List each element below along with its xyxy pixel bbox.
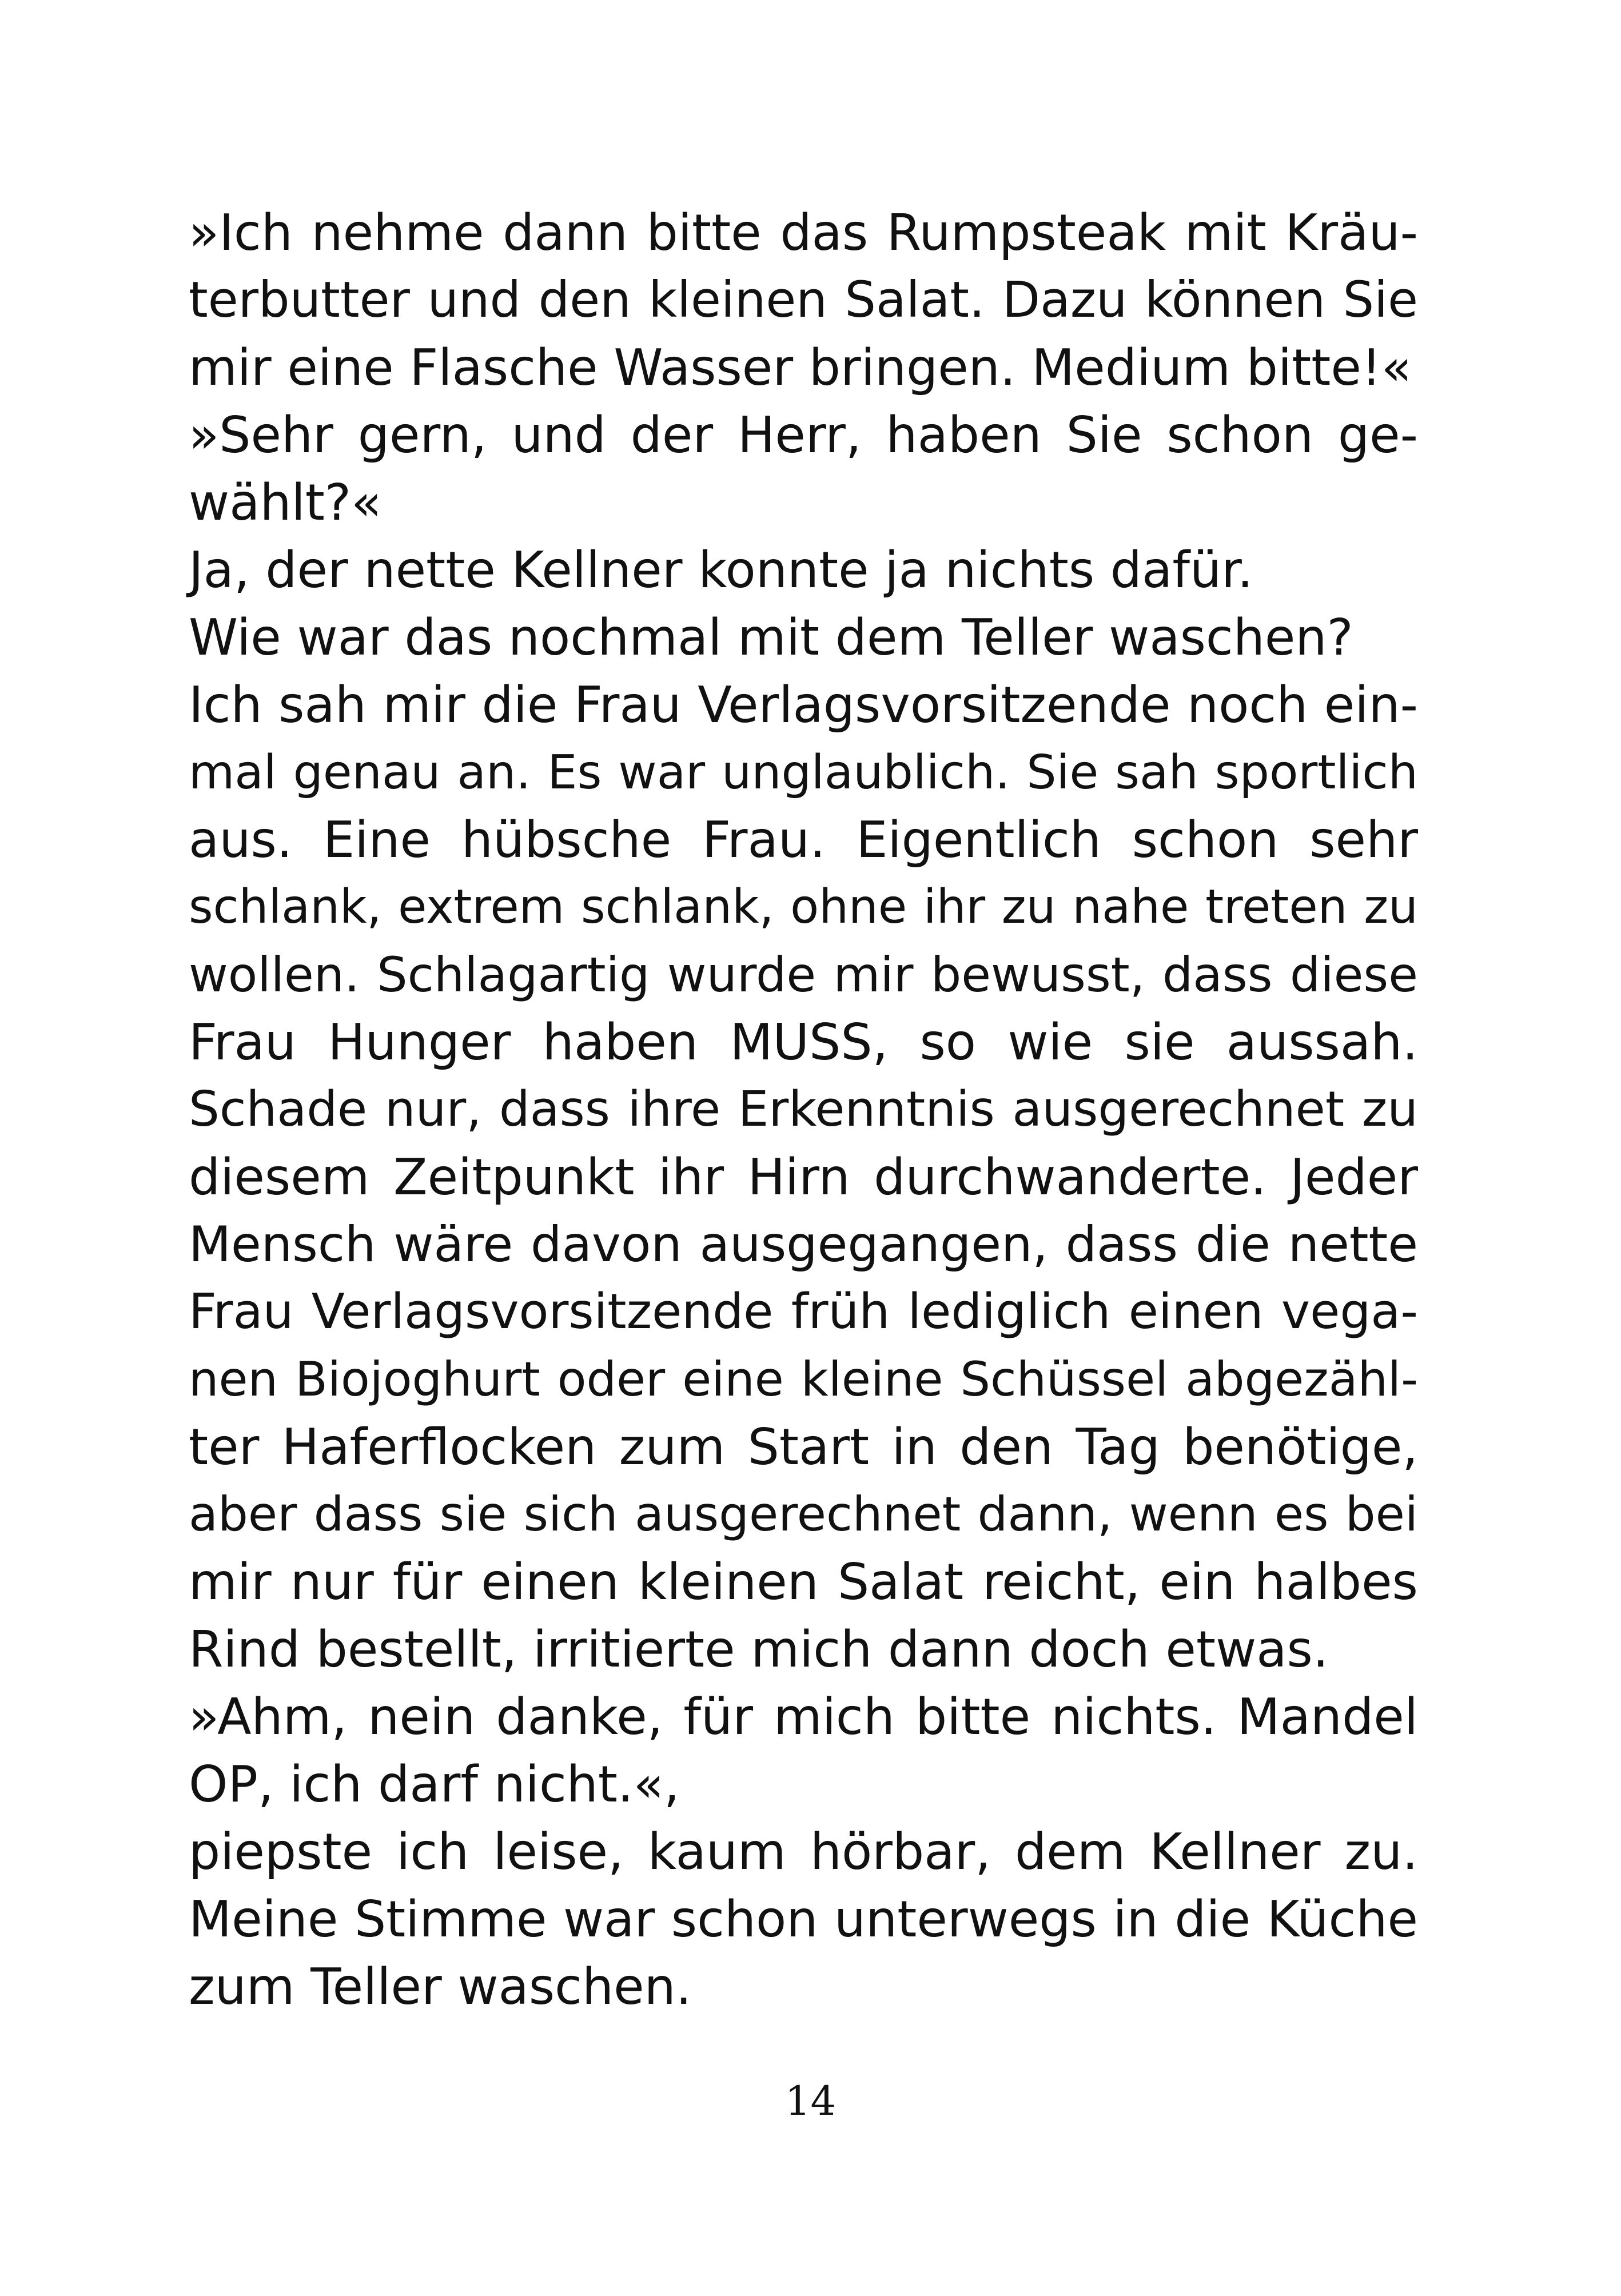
text-line: zum Teller waschen. [189, 1958, 692, 2016]
text-line: OP, ich darf nicht.«, [189, 1755, 680, 1813]
text-line: wählt?« [189, 473, 382, 532]
text-line: diesem Zeitpunkt ihr Hirn durchwanderte. Jeder [189, 1148, 1418, 1206]
text-line: Frau Verlagsvorsitzende früh lediglich einen vega- [189, 1283, 1418, 1340]
text-line: nen Biojoghurt oder eine kleine Schüssel abgezähl- [189, 1352, 1418, 1407]
text-line: wollen. Schlagartig wurde mir bewusst, dass diese [189, 947, 1418, 1003]
body-text [189, 199, 1418, 2020]
text-line: mir eine Flasche Wasser bringen. Medium bitte!« [189, 338, 1412, 397]
page-number: 14 [784, 2078, 837, 2124]
text-line: ter Haferflocken zum Start in den Tag benötige, [189, 1418, 1418, 1476]
text-line: aber dass sie sich ausgerechnet dann, wenn es bei [189, 1486, 1418, 1542]
text-line: terbutter und den kleinen Salat. Dazu können Sie [189, 272, 1418, 329]
text-line: piepste ich leise, kaum hörbar, dem Kellner zu. [189, 1823, 1418, 1881]
text-line: Mensch wäre davon ausgegangen, dass die nette [189, 1216, 1418, 1273]
text-line: »Sehr gern, und der Herr, haben Sie schon ge- [189, 406, 1418, 464]
text-line: »Ich nehme dann bitte das Rumpsteak mit Kräu- [189, 204, 1418, 262]
text-line: Ich sah mir die Frau Verlagsvorsitzende noch ein- [189, 676, 1418, 734]
text-line: schlank, extrem schlank, ohne ihr zu nahe treten zu [189, 880, 1418, 934]
text-line: Ja, der nette Kellner konnte ja nichts dafür. [189, 541, 1253, 599]
text-line: mal genau an. Es war unglaublich. Sie sah sportlich [189, 745, 1418, 800]
text-line: Frau Hunger haben MUSS, so wie sie aussah. [189, 1013, 1418, 1071]
text-line: aus. Eine hübsche Frau. Eigentlich schon sehr [189, 811, 1418, 869]
text-line: »Ahm, nein danke, für mich bitte nichts. Mandel [189, 1688, 1418, 1746]
text-line: Meine Stimme war schon unterwegs in die Küche [189, 1890, 1418, 1948]
text-line: Schade nur, dass ihre Erkenntnis ausgerechnet zu [189, 1081, 1418, 1138]
text-line: Wie war das nochmal mit dem Teller waschen? [189, 608, 1353, 667]
text-line: mir nur für einen kleinen Salat reicht, ein halbes [189, 1553, 1418, 1611]
text-line: Rind bestellt, irritierte mich dann doch etwas. [189, 1620, 1329, 1679]
